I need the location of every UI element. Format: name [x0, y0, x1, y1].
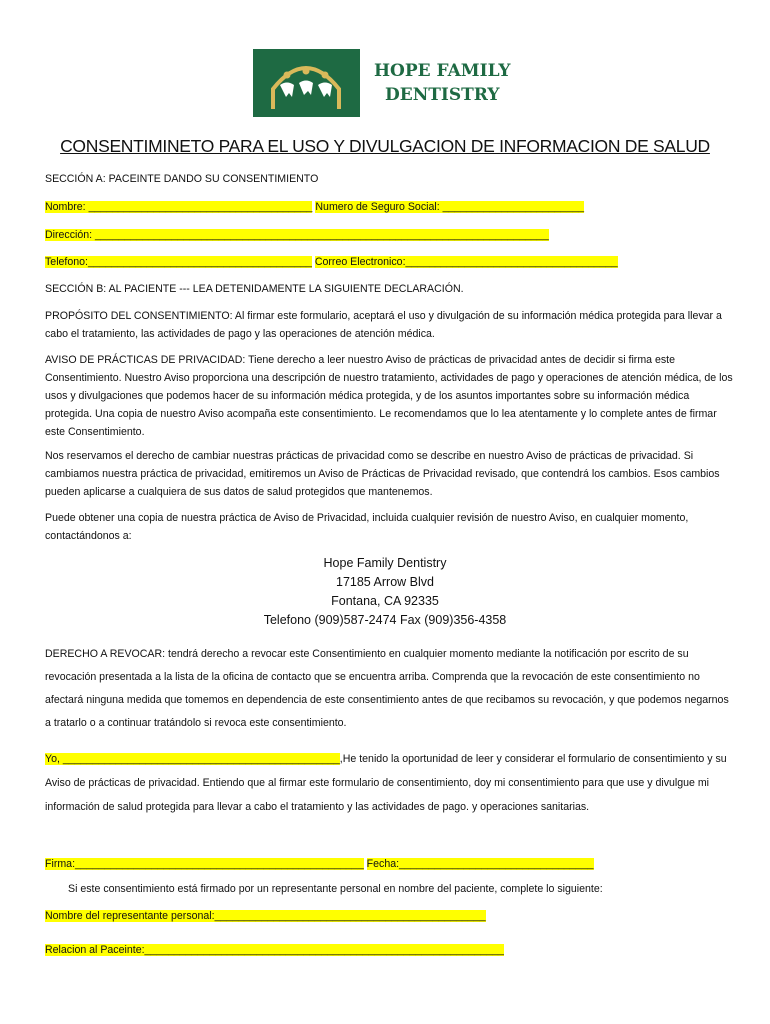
firma-row — [45, 857, 594, 871]
firma-field[interactable]: Firma:_________________________________________________ — [45, 858, 364, 870]
proposito-paragraph: PROPÓSITO DEL CONSENTIMIENTO: Al firmar este formulario, aceptará el uso y divulgación de su información médica protegida para llevar a cabo el tratamiento, las actividades de pago y las operaciones de atención médica. — [45, 310, 722, 340]
direccion-row — [45, 228, 549, 242]
relacion-field[interactable]: Relacion al Paceinte:_____________________________________________________________ — [45, 944, 504, 956]
relacion-row — [45, 943, 504, 957]
yo-paragraph — [45, 747, 735, 819]
fecha-field[interactable]: Fecha:_________________________________ — [366, 858, 594, 870]
section-a-heading: SECCIÓN A: PACEINTE DANDO SU CONSENTIMIENTO — [45, 173, 319, 185]
logo-line-1: HOPE FAMILY — [374, 61, 511, 81]
section-b-heading: SECCIÓN B: AL PACIENTE --- LEA DETENIDAMENTE LA SIGUIENTE DECLARACIÓN. — [45, 283, 464, 295]
copia-paragraph: Puede obtener una copia de nuestra práctica de Aviso de Privacidad, incluida cualquier revisión de nuestro Aviso, en cualquier momento, contactándonos a: — [45, 512, 689, 542]
correo-field[interactable]: Correo Electronico:____________________________________ — [314, 256, 618, 268]
nombre-field[interactable]: Nombre: ______________________________________ — [45, 201, 313, 213]
address-phone: Telefono (909)587-2474 Fax (909)356-4358 — [263, 613, 507, 627]
representante-field[interactable]: Nombre del representante personal:______________________________________________ — [45, 910, 486, 922]
contact-address — [0, 554, 770, 630]
ssn-field[interactable]: Numero de Seguro Social: ________________________ — [315, 201, 585, 213]
yo-statement: ,He tenido la oportunidad de leer y considerar el formulario de consentimiento y su Aviso de prácticas de privacidad. Entiendo que al firmar este formulario de consentimiento, doy mi consentimiento para que use y divulgue mi información de salud protegida para llevar a cabo el tratamiento y las actividades de pago. y operaciones sanitarias. — [45, 753, 727, 813]
telefono-row — [45, 255, 618, 269]
logo-line-2: DENTISTRY — [385, 85, 500, 105]
logo-wordmark — [374, 59, 511, 107]
telefono-field[interactable]: Telefono:______________________________________ — [45, 256, 312, 268]
revocar-paragraph: DERECHO A REVOCAR: tendrá derecho a revocar este Consentimiento en cualquier momento mediante la notificación por escrito de su revocación presentada a la lista de la oficina de contacto que se encuentra arriba. Comprenda que la revocación de este consentimiento no afectará ninguna medida que tomemos en dependencia de este consentimiento antes de que recibamos su revocación, y que podemos negarnos a tratarlo o a continuar tratándolo si revoca este consentimiento. — [45, 648, 729, 729]
representative-note: Si este consentimiento está firmado por un representante personal en nombre del paciente, complete lo siguiente: — [68, 883, 603, 895]
logo-emblem — [253, 49, 360, 117]
hope-family-dentistry-logo — [253, 49, 521, 117]
nombre-row — [45, 200, 584, 214]
aviso-paragraph: AVISO DE PRÁCTICAS DE PRIVACIDAD: Tiene derecho a leer nuestro Aviso de prácticas de privacidad antes de decidir si firma este Consentimiento. Nuestro Aviso proporciona una descripción de nuestro tratamiento, actividades de pago y operaciones de atención médica, de los usos y divulgaciones que podemos hacer de su información médica protegida, y de los asuntos importantes sobre su información médica protegida. Una copia de nuestro Aviso acompaña este consentimiento. Le recomendamos que lo lea atentamente y lo complete antes de firmar este Consentimiento. — [45, 354, 733, 438]
direccion-field[interactable]: Dirección: _____________________________________________________________________________ — [45, 229, 549, 241]
address-city: Fontana, CA 92335 — [331, 594, 439, 608]
address-street: 17185 Arrow Blvd — [336, 575, 434, 589]
arch-teeth-icon — [253, 49, 360, 117]
representante-row — [45, 909, 486, 923]
page-title: CONSENTIMINETO PARA EL USO Y DIVULGACION DE INFORMACION DE SALUD — [60, 136, 710, 156]
address-name: Hope Family Dentistry — [323, 556, 447, 570]
yo-name-field[interactable]: Yo, _______________________________________________ — [45, 753, 340, 765]
derecho-cambiar-paragraph: Nos reservamos el derecho de cambiar nuestras prácticas de privacidad como se describe en nuestro Aviso de prácticas de privacidad. Si cambiamos nuestra práctica de privacidad, emitiremos un Aviso de Prácticas de Privacidad revisado, que contendrá los cambios. Esos cambios pueden aplicarse a cualquiera de sus datos de salud protegidos que mantenemos. — [45, 450, 720, 498]
